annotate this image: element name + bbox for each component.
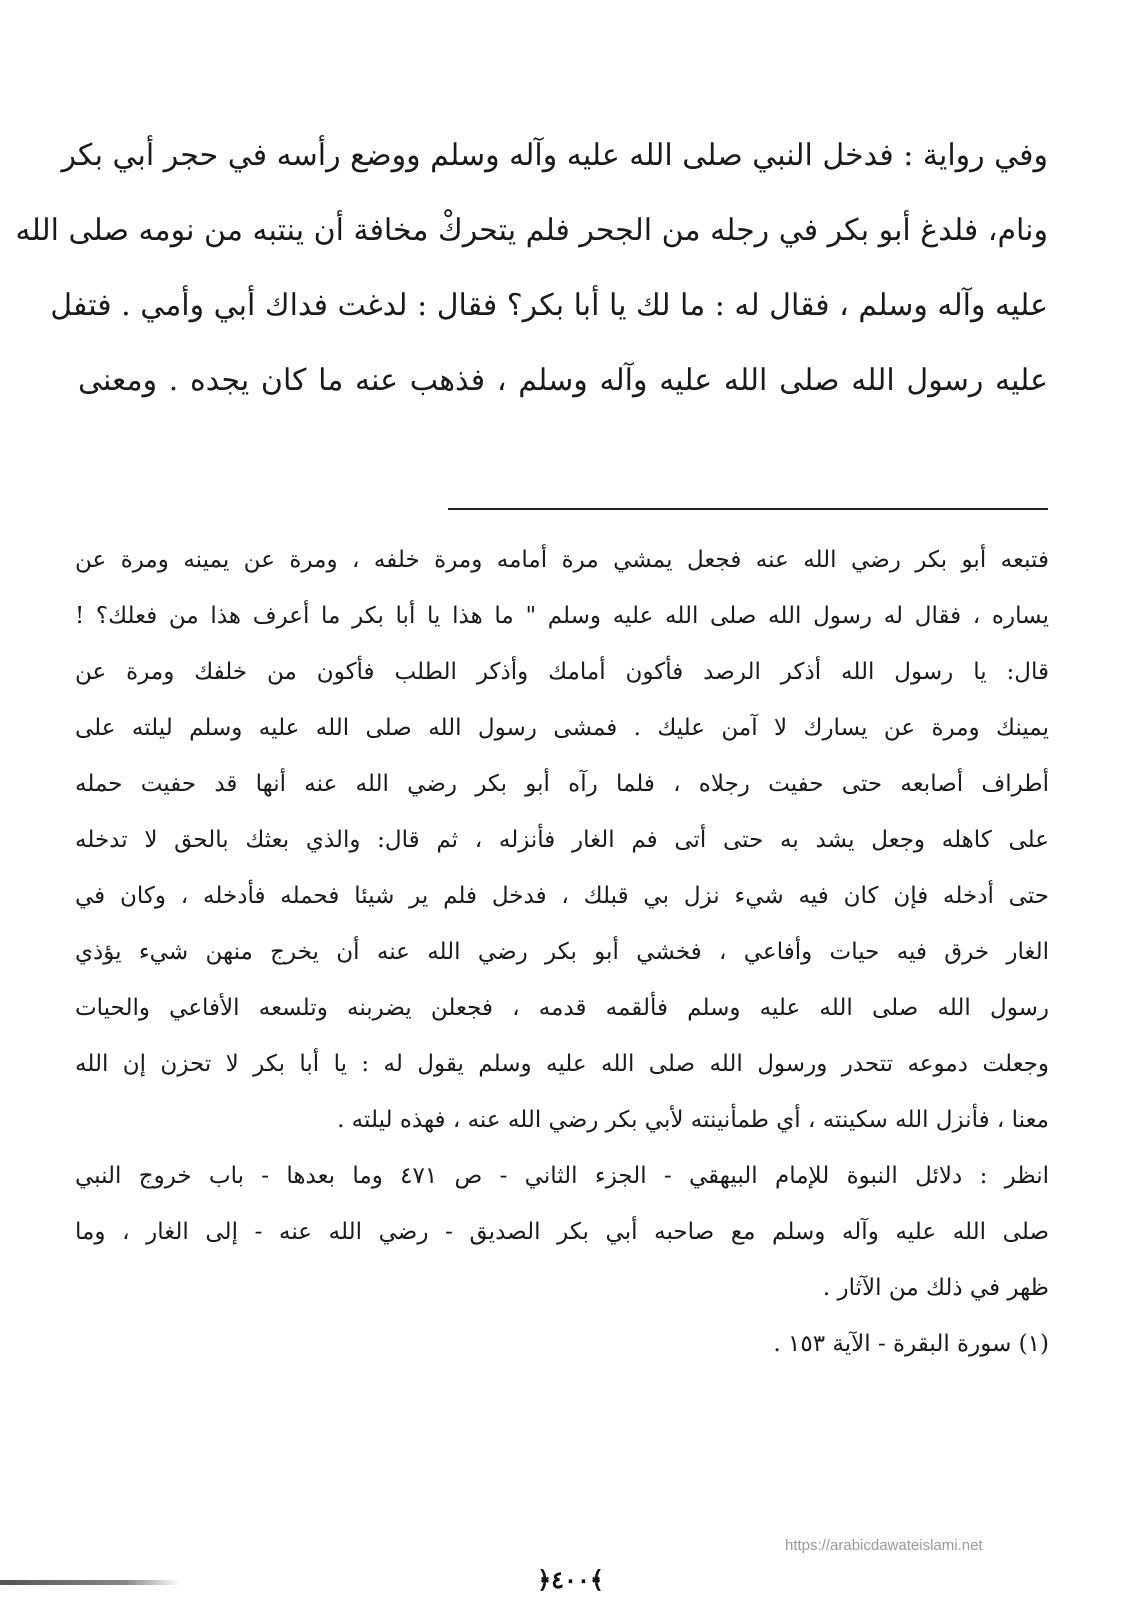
main-text-line: عليه وآله وسلم ، فقال له : ما لك يا أبا بكر؟ فقال : لدغت فداك أبي وأمي . فتفل (50, 288, 1048, 323)
scan-edge-mark (0, 1580, 180, 1585)
footnotes-block (75, 532, 1049, 1372)
footnote-line: حتى أدخله فإن كان فيه شيء نزل بي قبلك ، فدخل فلم ير شيئا فحمله فأدخله ، وكان في (75, 883, 1049, 909)
reference-line: انظر : دلائل النبوة للإمام البيهقي - الجزء الثاني - ص ٤٧١ وما بعدها - باب خروج النبي (75, 1163, 1049, 1189)
main-text-line: عليه رسول الله صلى الله عليه وآله وسلم ، فذهب عنه ما كان يجده . ومعنى (78, 363, 1048, 398)
page-number: ﴿٤٠٠﴾ (537, 1565, 604, 1594)
main-text-line: وفي رواية : فدخل النبي صلى الله عليه وآله وسلم ووضع رأسه في حجر أبي بكر (61, 138, 1048, 173)
footnote-line: معنا ، فأنزل الله سكينته ، أي طمأنينته لأبي بكر رضي الله عنه ، فهذه ليلته . (337, 1107, 1049, 1133)
footnote-line: يمينك ومرة عن يسارك لا آمن عليك . فمشى رسول الله صلى الله عليه وسلم ليلته على (75, 715, 1049, 741)
reference-line: ظهر في ذلك من الآثار . (822, 1275, 1049, 1301)
footnote-divider (448, 508, 1048, 510)
main-text-line: ونام، فلدغ أبو بكر في رجله من الجحر فلم يتحركْ مخافة أن ينتبه من نومه صلى الله (15, 213, 1048, 248)
reference-line: صلى الله عليه وآله وسلم مع صاحبه أبي بكر الصديق - رضي الله عنه - إلى الغار ، وما (75, 1219, 1049, 1245)
main-text-block (15, 118, 1048, 418)
footnote-line: قال: يا رسول الله أذكر الرصد فأكون أمامك وأذكر الطلب فأكون من خلفك ومرة عن (75, 659, 1049, 685)
footnote-citation: (١) سورة البقرة - الآية ١٥٣ . (773, 1331, 1049, 1357)
footnote-line: وجعلت دموعه تتحدر ورسول الله صلى الله عليه وسلم يقول له : يا أبا بكر لا تحزن إن الله (75, 1051, 1049, 1077)
footnote-line: رسول الله صلى الله عليه وسلم فألقمه قدمه ، فجعلن يضربنه وتلسعه الأفاعي والحيات (75, 995, 1049, 1021)
footnote-line: أطراف أصابعه حتى حفيت رجلاه ، فلما رآه أبو بكر رضي الله عنه أنها قد حفيت حمله (75, 771, 1049, 797)
footnote-line: يساره ، فقال له رسول الله صلى الله عليه وسلم " ما هذا يا أبا بكر ما أعرف هذا من فعلك؟ ! (75, 603, 1049, 629)
footnote-line: الغار خرق فيه حيات وأفاعي ، فخشي أبو بكر رضي الله عنه أن يخرج منهن شيء يؤذي (75, 939, 1049, 965)
footnote-line: على كاهله وجعل يشد به حتى أتى فم الغار فأنزله ، ثم قال: والذي بعثك بالحق لا تدخله (75, 827, 1049, 853)
source-watermark: https://arabicdawateislami.net (785, 1537, 983, 1554)
footnote-line: فتبعه أبو بكر رضي الله عنه فجعل يمشي مرة أمامه ومرة خلفه ، ومرة عن يمينه ومرة عن (75, 547, 1049, 573)
